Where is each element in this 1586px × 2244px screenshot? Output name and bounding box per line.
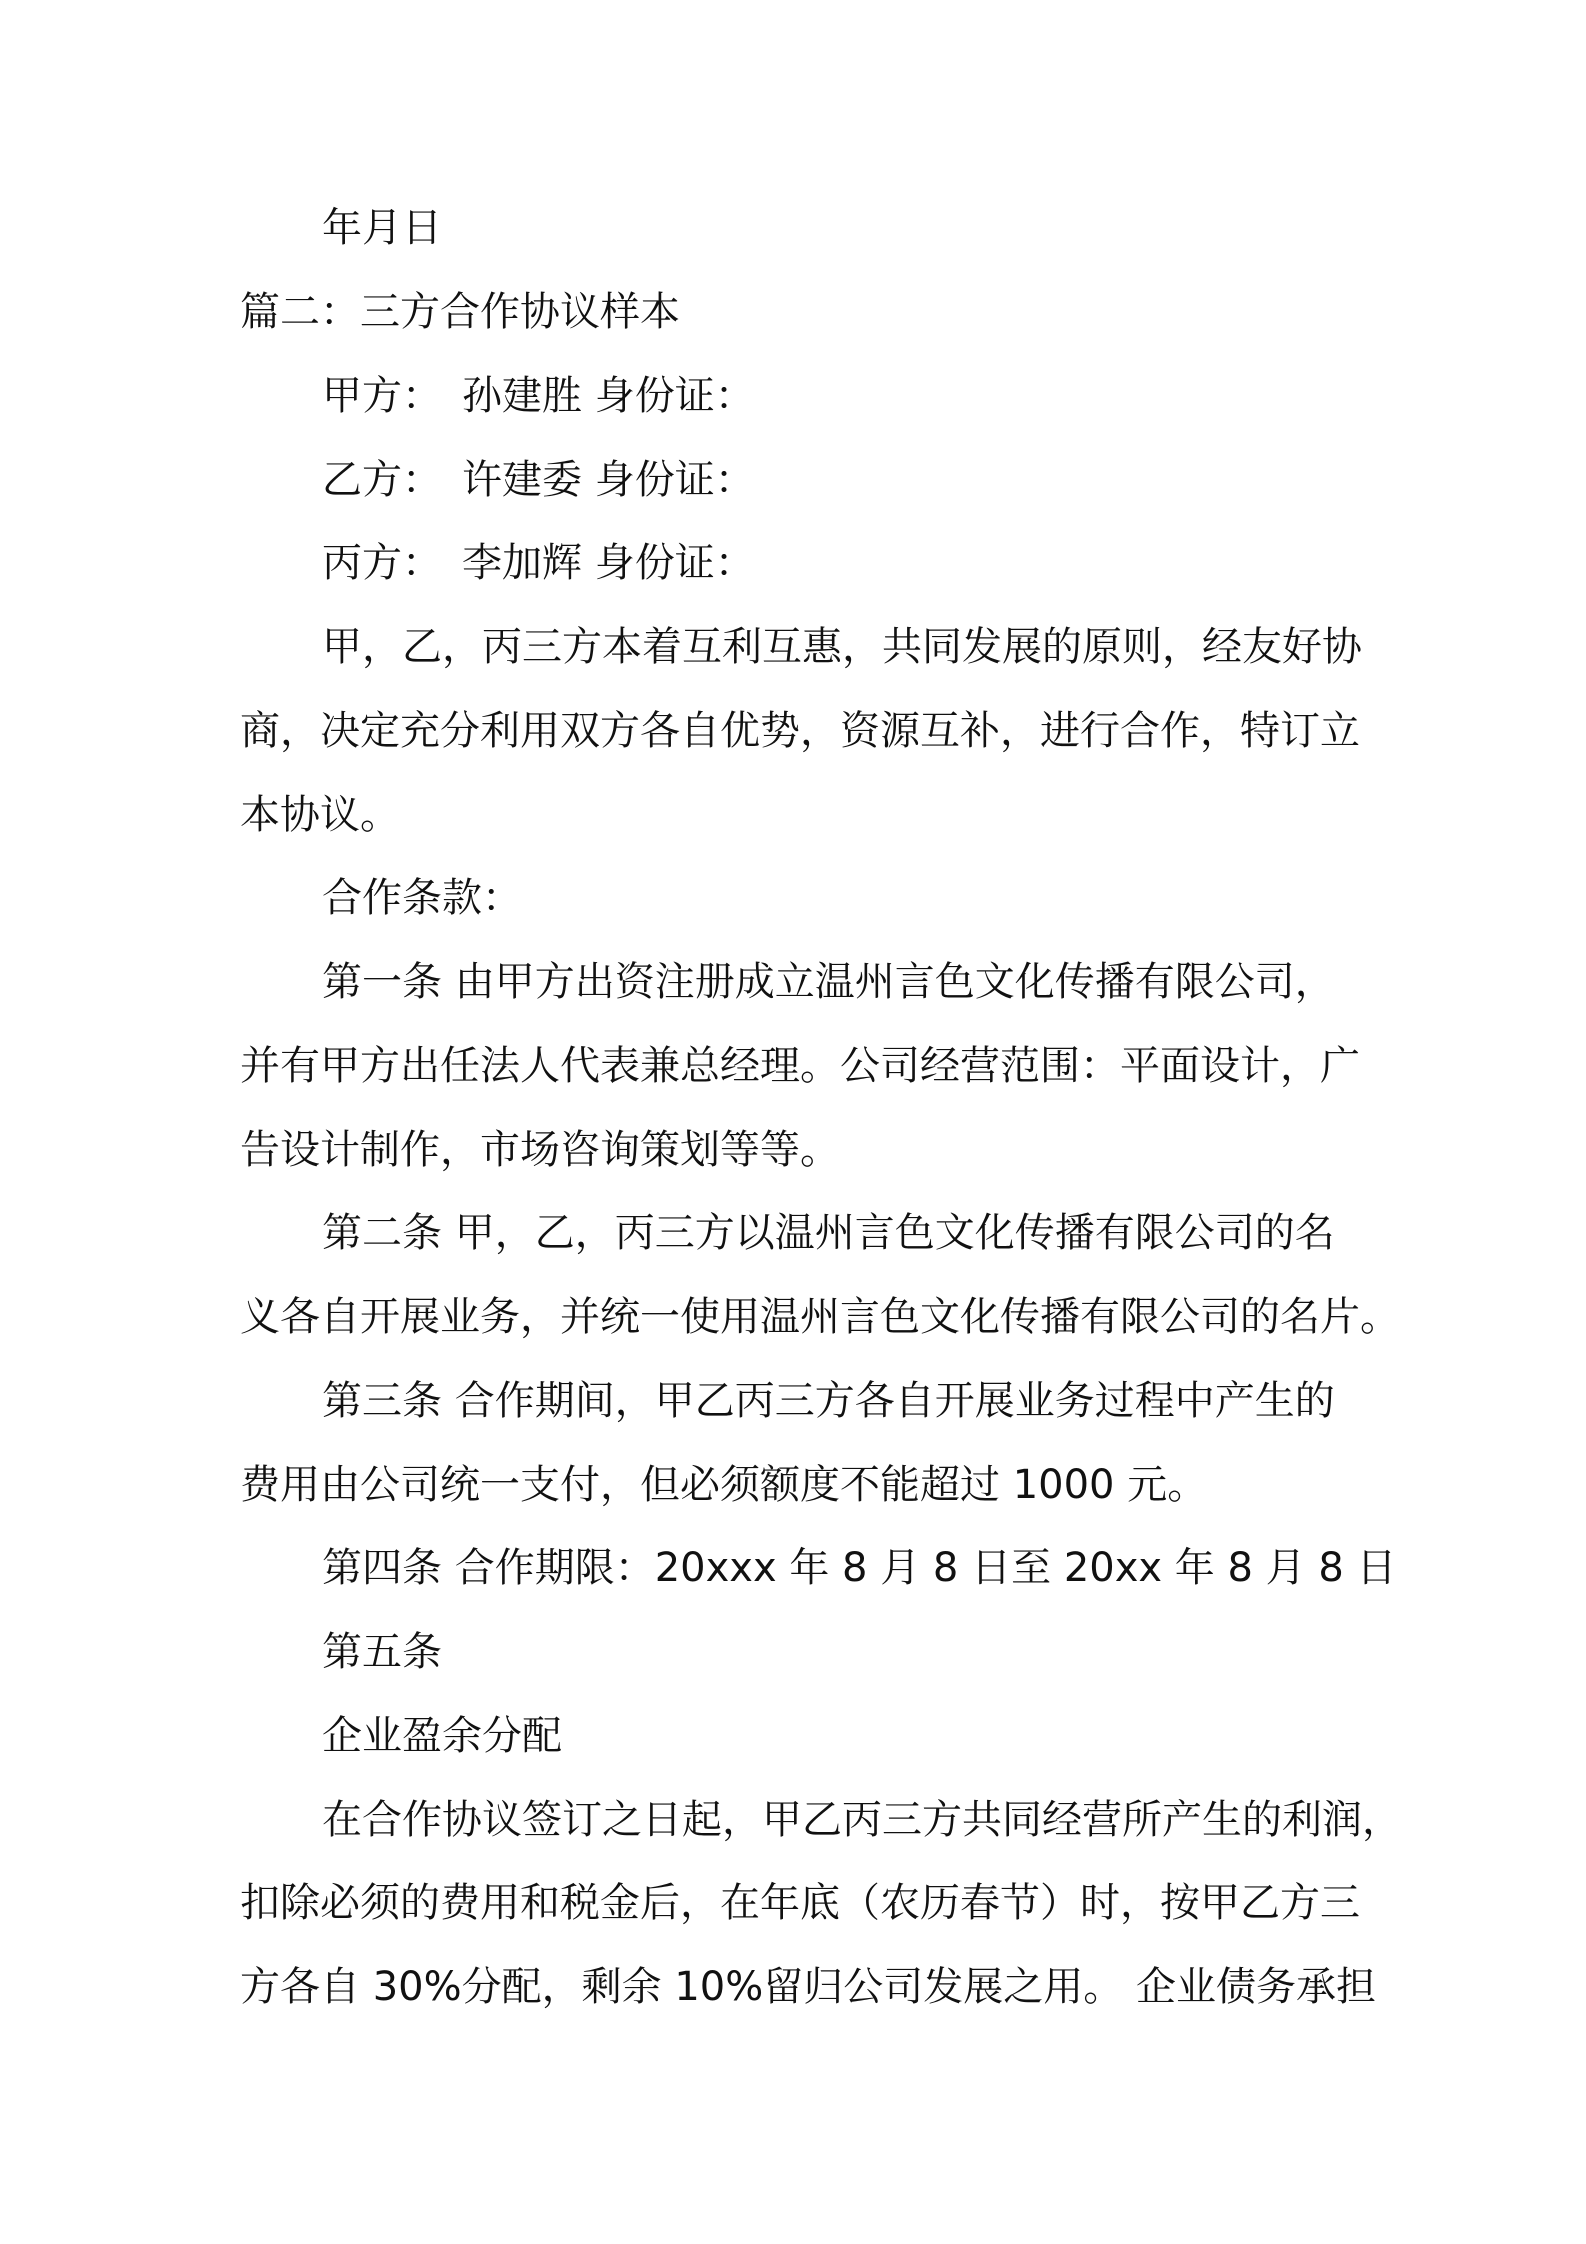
profit-line: 在合作协议签订之日起，甲乙丙三方共同经营所产生的利润， [322, 1797, 1402, 1843]
intro-line: 商，决定充分利用双方各自优势，资源互补，进行合作，特订立 [240, 708, 1360, 754]
article-1-line: 第一条 由甲方出资注册成立温州言色文化传播有限公司， [322, 959, 1335, 1005]
article-3-line: 费用由公司统一支付，但必须额度不能超过 1000 元。 [240, 1462, 1208, 1508]
terms-heading: 合作条款： [322, 875, 522, 921]
article-3-line: 第三条 合作期间，甲乙丙三方各自开展业务过程中产生的 [322, 1378, 1335, 1424]
article-2-line: 义各自开展业务，并统一使用温州言色文化传播有限公司的名片。 [240, 1294, 1400, 1340]
article-4: 第四条 合作期限：20xxx 年 8 月 8 日至 20xx 年 8 月 8 日 [322, 1545, 1397, 1591]
date-line: 年月日 [322, 205, 442, 251]
article-2-line: 第二条 甲，乙，丙三方以温州言色文化传播有限公司的名 [322, 1210, 1335, 1256]
profit-heading: 企业盈余分配 [322, 1713, 562, 1759]
article-1-line: 并有甲方出任法人代表兼总经理。公司经营范围：平面设计，广 [240, 1043, 1360, 1089]
intro-line: 甲，乙，丙三方本着互利互惠，共同发展的原则，经友好协 [322, 624, 1362, 670]
profit-line: 扣除必须的费用和税金后，在年底（农历春节）时，按甲乙方三 [240, 1880, 1360, 1926]
article-1-line: 告设计制作，市场咨询策划等等。 [240, 1127, 840, 1173]
party-c: 丙方： 李加辉 身份证： [322, 540, 755, 586]
party-b: 乙方： 许建委 身份证： [322, 457, 755, 503]
article-5: 第五条 [322, 1629, 442, 1675]
section-title: 篇二：三方合作协议样本 [240, 289, 680, 335]
intro-line: 本协议。 [240, 792, 400, 838]
party-a: 甲方： 孙建胜 身份证： [322, 373, 755, 419]
profit-line: 方各自 30%分配，剩余 10%留归公司发展之用。 企业债务承担 [240, 1964, 1376, 2010]
